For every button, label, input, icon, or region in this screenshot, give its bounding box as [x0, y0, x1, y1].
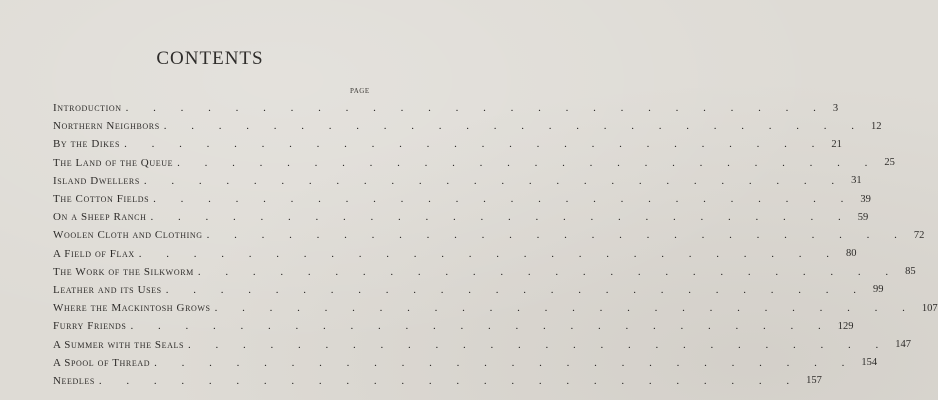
- toc-entry: [53, 372, 822, 390]
- toc-entry-title: Leather and its Uses: [53, 283, 162, 296]
- toc-entry-page: 39: [860, 193, 871, 205]
- toc-entry: [53, 335, 912, 353]
- toc-entry-page: 157: [806, 375, 822, 387]
- toc-entry-title: Northern Neighbors: [53, 120, 160, 133]
- toc-entry-title: Introduction: [53, 102, 122, 115]
- toc-leader-dots: . . . . . . . . . . . . . . . . . . . . . . . . . .: [124, 138, 826, 151]
- toc-entry-title: A Summer with the Seals: [53, 338, 185, 351]
- toc-entry: [53, 135, 842, 153]
- toc-leader-dots: . . . . . . . . . . . . . . . . . . . . . . . . . .: [163, 120, 865, 133]
- toc-entry-title: Needles: [53, 374, 95, 387]
- toc-entry-page: 107: [921, 302, 938, 314]
- toc-leader-dots: . . . . . . . . . . . . . . . . . . . . . . . . . .: [125, 102, 827, 115]
- toc-entry-page: 31: [851, 175, 862, 187]
- toc-entry-page: 85: [905, 266, 916, 278]
- toc-entry: [53, 172, 862, 190]
- toc-leader-dots: . . . . . . . . . . . . . . . . . . . . . . . . . .: [98, 374, 801, 387]
- toc-leader-dots: . . . . . . . . . . . . . . . . . . . . . . . . . .: [130, 320, 832, 333]
- toc-leader-dots: . . . . . . . . . . . . . . . . . . . . . . . . . .: [197, 265, 900, 278]
- toc-leader-dots: . . . . . . . . . . . . . . . . . . . . . . . . . .: [177, 156, 879, 169]
- toc-entry-page: 99: [872, 284, 884, 296]
- toc-entry: [53, 154, 895, 172]
- toc-entry: [53, 117, 882, 135]
- toc-entry: [53, 299, 938, 317]
- toc-entry-page: 80: [845, 248, 857, 260]
- toc-entry-title: The Work of the Silkworm: [53, 265, 194, 278]
- toc-entry-page: 59: [857, 211, 869, 223]
- toc-entry: [53, 317, 854, 335]
- toc-entry-page: 21: [831, 138, 842, 150]
- toc-leader-dots: . . . . . . . . . . . . . . . . . . . . . . . . . .: [214, 302, 916, 315]
- toc-entry-page: 72: [913, 229, 925, 241]
- toc-entry-page: 147: [895, 339, 912, 351]
- toc-entry-title: By the Dikes: [53, 138, 121, 151]
- toc-entry-title: Furry Friends: [53, 320, 127, 333]
- toc-entry-title: Woolen Cloth and Clothing: [53, 229, 203, 242]
- toc-leader-dots: . . . . . . . . . . . . . . . . . . . . . . . . . .: [153, 193, 855, 206]
- toc-entry-title: A Spool of Thread: [53, 356, 151, 369]
- toc-entry: [53, 354, 878, 372]
- toc-entry-page: 3: [832, 102, 839, 114]
- toc-entry-page: 154: [861, 357, 878, 369]
- page-title: CONTENTS: [156, 48, 264, 69]
- toc-entry-title: Island Dwellers: [53, 174, 140, 187]
- toc-entry: [53, 190, 871, 208]
- toc-entry: [53, 226, 925, 244]
- toc-entry: [53, 245, 857, 263]
- toc-leader-dots: . . . . . . . . . . . . . . . . . . . . . . . . . .: [138, 247, 840, 260]
- toc-entry: [53, 208, 869, 226]
- toc-leader-dots: . . . . . . . . . . . . . . . . . . . . . . . . . .: [188, 338, 890, 351]
- toc-entry-page: 129: [837, 320, 854, 332]
- toc-entry-title: The Cotton Fields: [53, 193, 150, 206]
- toc-leader-dots: . . . . . . . . . . . . . . . . . . . . . . . . . .: [154, 356, 856, 369]
- toc-entry-title: The Land of the Queue: [53, 156, 174, 169]
- table-of-contents: [53, 99, 938, 390]
- toc-entry: [53, 99, 839, 117]
- toc-entry-page: 25: [884, 157, 895, 169]
- toc-entry-title: Where the Mackintosh Grows: [53, 302, 211, 315]
- page-column-label: PAGE: [350, 87, 370, 95]
- toc-leader-dots: . . . . . . . . . . . . . . . . . . . . . . . . . .: [165, 283, 867, 296]
- toc-leader-dots: . . . . . . . . . . . . . . . . . . . . . . . . . .: [143, 174, 846, 187]
- toc-entry-title: A Field of Flax: [53, 247, 135, 260]
- toc-leader-dots: . . . . . . . . . . . . . . . . . . . . . . . . . .: [150, 211, 852, 224]
- toc-entry: [53, 281, 884, 299]
- toc-entry-title: On a Sheep Ranch: [53, 211, 147, 224]
- toc-leader-dots: . . . . . . . . . . . . . . . . . . . . . . . . . .: [206, 229, 908, 242]
- toc-entry-page: 12: [871, 120, 882, 132]
- toc-entry: [53, 263, 916, 281]
